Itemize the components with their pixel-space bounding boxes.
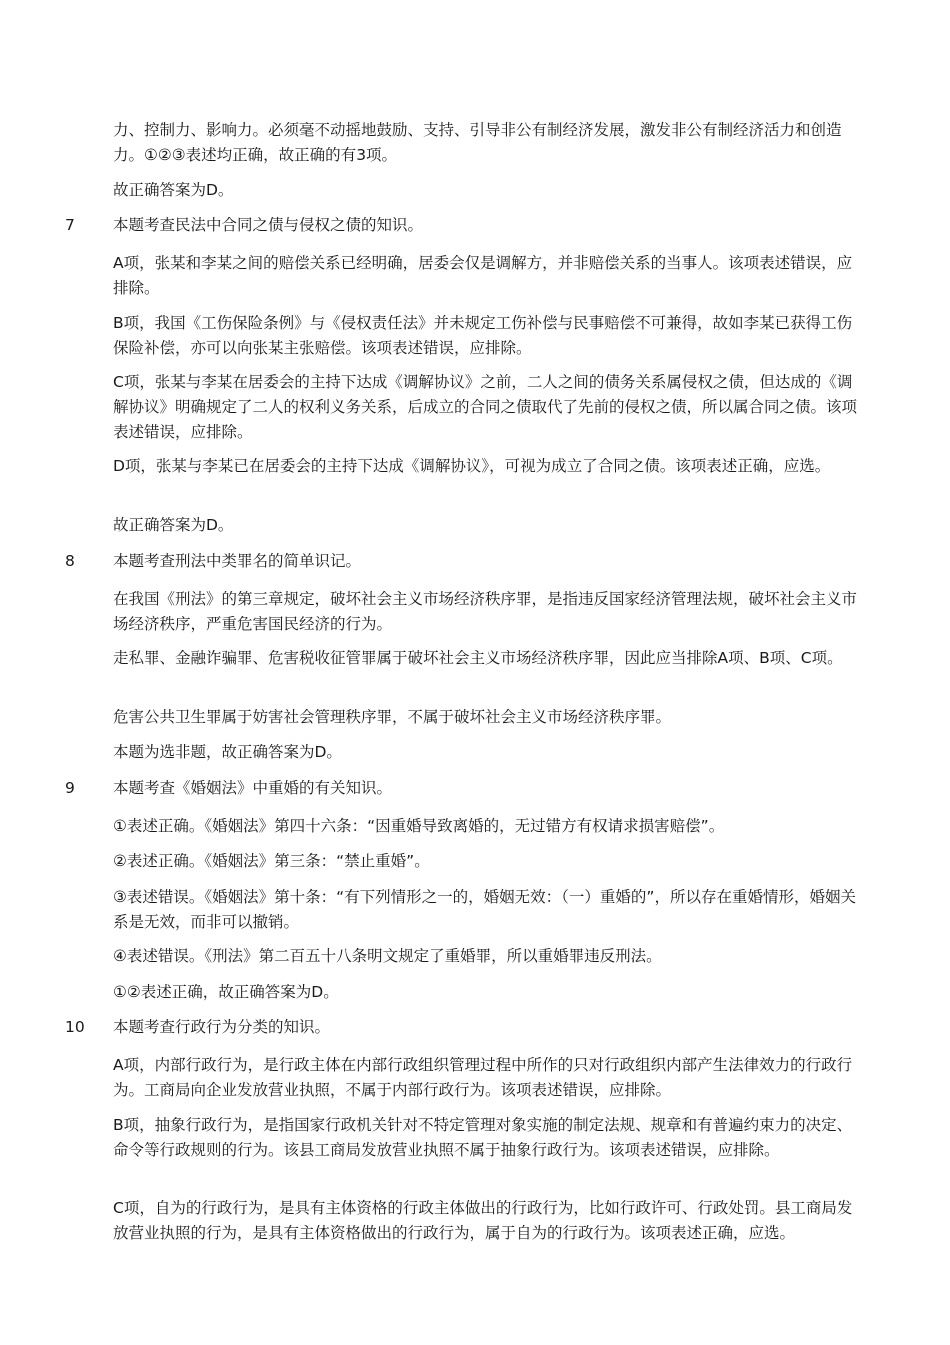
paragraph-text: A项，张某和李某之间的赔偿关系已经明确，居委会仅是调解方，并非赔偿关系的当事人。该项表述错误，应排除。 — [113, 254, 853, 297]
question-number: 8 — [65, 552, 75, 570]
paragraph-text: 走私罪、金融诈骗罪、危害税收征管罪属于破坏社会主义市场经济秩序罪，因此应当排除A项、B项、C项。 — [113, 649, 843, 667]
question-heading: 本题考查《婚姻法》中重婚的有关知识。 — [113, 779, 393, 797]
question-number: 9 — [65, 779, 75, 797]
question-number: 10 — [65, 1018, 85, 1036]
paragraph-text: 在我国《刑法》的第三章规定，破坏社会主义市场经济秩序罪，是指违反国家经济管理法规，破坏社会主义市场经济秩序，严重危害国民经济的行为。 — [113, 590, 858, 633]
paragraph-text: 力、控制力、影响力。必须毫不动摇地鼓励、支持、引导非公有制经济发展，激发非公有制经济活力和创造力。①②③表述均正确，故正确的有3项。 — [113, 121, 842, 164]
paragraph-text: D项，张某与李某已在居委会的主持下达成《调解协议》，可视为成立了合同之债。该项表述正确，应选。 — [113, 457, 831, 475]
answer-line: 故正确答案为D。 — [113, 181, 234, 199]
paragraph-text: B项，抽象行政行为，是指国家行政机关针对不特定管理对象实施的制定法规、规章和有普遍约束力的决定、命令等行政规则的行为。该县工商局发放营业执照不属于抽象行政行为。该项表述错误，应排除。 — [113, 1116, 853, 1159]
question-heading: 本题考查刑法中类罪名的简单识记。 — [113, 552, 362, 570]
paragraph-text: ④表述错误。《刑法》第二百五十八条明文规定了重婚罪，所以重婚罪违反刑法。 — [113, 947, 662, 965]
paragraph-text: A项，内部行政行为，是行政主体在内部行政组织管理过程中所作的只对行政组织内部产生法律效力的行政行为。工商局向企业发放营业执照，不属于内部行政行为。该项表述错误，应排除。 — [113, 1056, 853, 1099]
paragraph-text: ③表述错误。《婚姻法》第十条：“有下列情形之一的，婚姻无效：（一）重婚的”，所以存在重婚情形，婚姻关系是无效，而非可以撤销。 — [113, 888, 856, 931]
question-number: 7 — [65, 216, 75, 234]
paragraph-text: ①表述正确。《婚姻法》第四十六条：“因重婚导致离婚的，无过错方有权请求损害赔偿”。 — [113, 817, 725, 835]
paragraph-text: C项，张某与李某在居委会的主持下达成《调解协议》之前，二人之间的债务关系属侵权之债，但达成的《调解协议》明确规定了二人的权利义务关系，后成立的合同之债取代了先前的侵权之债，所以属合同之债。该项表述错误，应排除。 — [113, 373, 858, 441]
answer-line: 本题为选非题，故正确答案为D。 — [113, 743, 342, 761]
paragraph-text: C项，自为的行政行为，是具有主体资格的行政主体做出的行政行为，比如行政许可、行政处罚。县工商局发放营业执照的行为，是具有主体资格做出的行政行为，属于自为的行政行为。该项表述正确，应选。 — [113, 1199, 853, 1242]
question-heading: 本题考查民法中合同之债与侵权之债的知识。 — [113, 216, 424, 234]
question-heading: 本题考查行政行为分类的知识。 — [113, 1018, 331, 1036]
paragraph-text: B项，我国《工伤保险条例》与《侵权责任法》并未规定工伤补偿与民事赔偿不可兼得，故如李某已获得工伤保险补偿，亦可以向张某主张赔偿。该项表述错误，应排除。 — [113, 314, 853, 357]
answer-line: 故正确答案为D。 — [113, 516, 234, 534]
paragraph-text: ②表述正确。《婚姻法》第三条：“禁止重婚”。 — [113, 852, 430, 870]
paragraph-text: 危害公共卫生罪属于妨害社会管理秩序罪，不属于破坏社会主义市场经济秩序罪。 — [113, 708, 672, 726]
answer-line: ①②表述正确，故正确答案为D。 — [113, 983, 339, 1001]
